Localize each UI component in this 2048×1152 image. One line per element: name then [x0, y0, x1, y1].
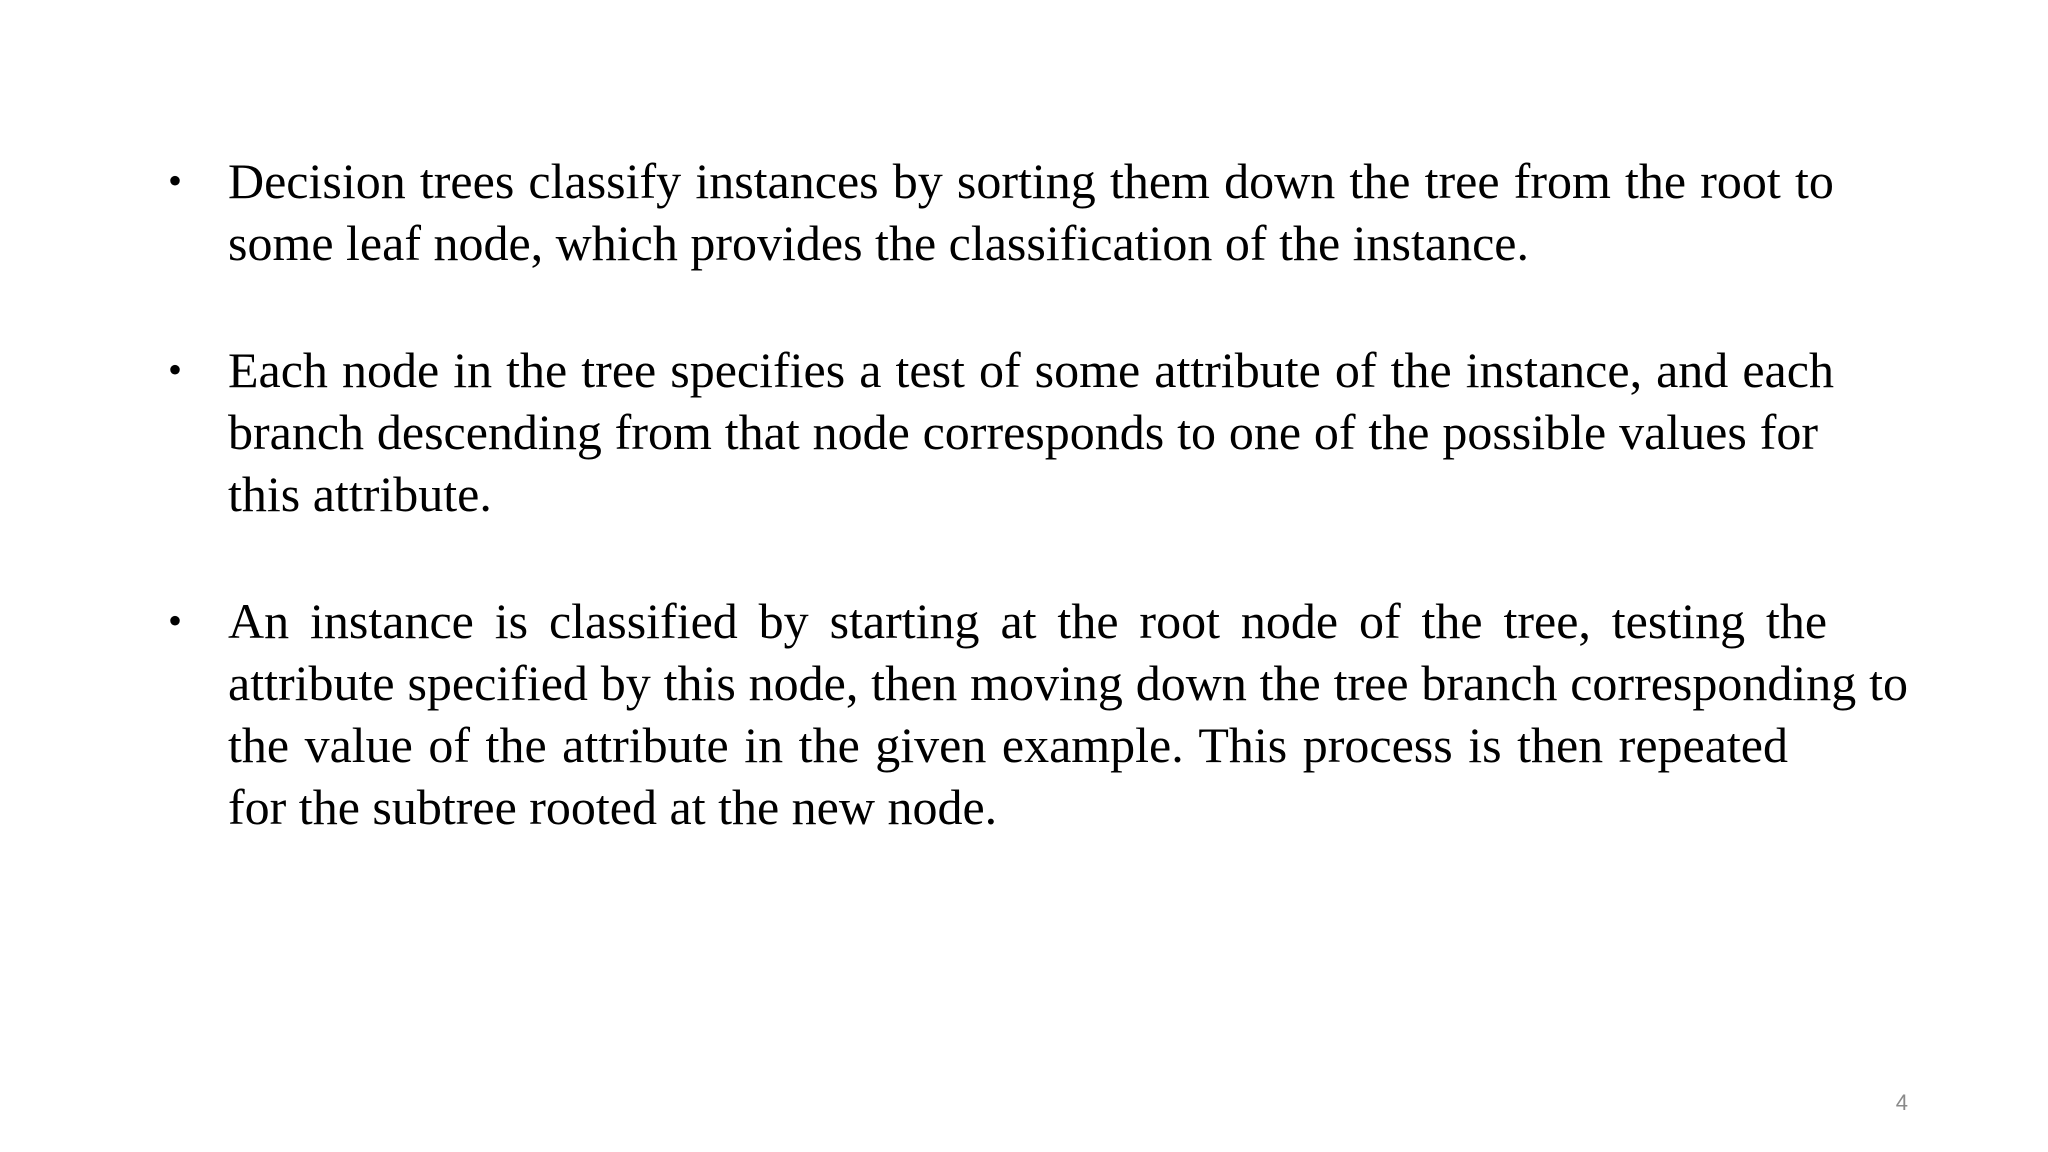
bullet-marker: • [168, 598, 183, 643]
page-number: 4 [1895, 1090, 1908, 1115]
bullet-marker: • [168, 347, 183, 392]
bullet-3-line-1: An instance is classified by starting at the root node of the tree, testing the [228, 593, 1828, 649]
bullet-2-line-1: Each node in the tree specifies a test of some attribute of the instance, and each [228, 342, 1834, 398]
bullet-2-line-2: branch descending from that node corresponds to one of the possible values [228, 404, 1747, 460]
bullet-marker: • [168, 158, 183, 203]
bullet-3-line-4a: is then repeated [1468, 717, 1788, 773]
bullet-item-2 [168, 339, 1908, 525]
bullet-item-3 [168, 590, 1908, 838]
bullet-2-line-3a: for [1759, 404, 1818, 460]
bullet-2-line-3b: this attribute. [228, 466, 492, 522]
bullet-3-line-2: attribute specified by this node, then moving down the tree branch [228, 655, 1558, 711]
bullet-1-line-2: some leaf node, which provides the classification of the instance. [228, 215, 1529, 271]
bullet-3-line-4b: for the subtree rooted at the new node. [228, 779, 998, 835]
bullet-item-1 [168, 150, 1908, 274]
bullet-1-line-1: Decision trees classify instances by sorting them down the tree from the root to [228, 153, 1834, 209]
bullet-list [168, 150, 1908, 903]
bullet-3-line-3: corresponding to the value of the attribute in the given example. This process [228, 655, 1908, 773]
